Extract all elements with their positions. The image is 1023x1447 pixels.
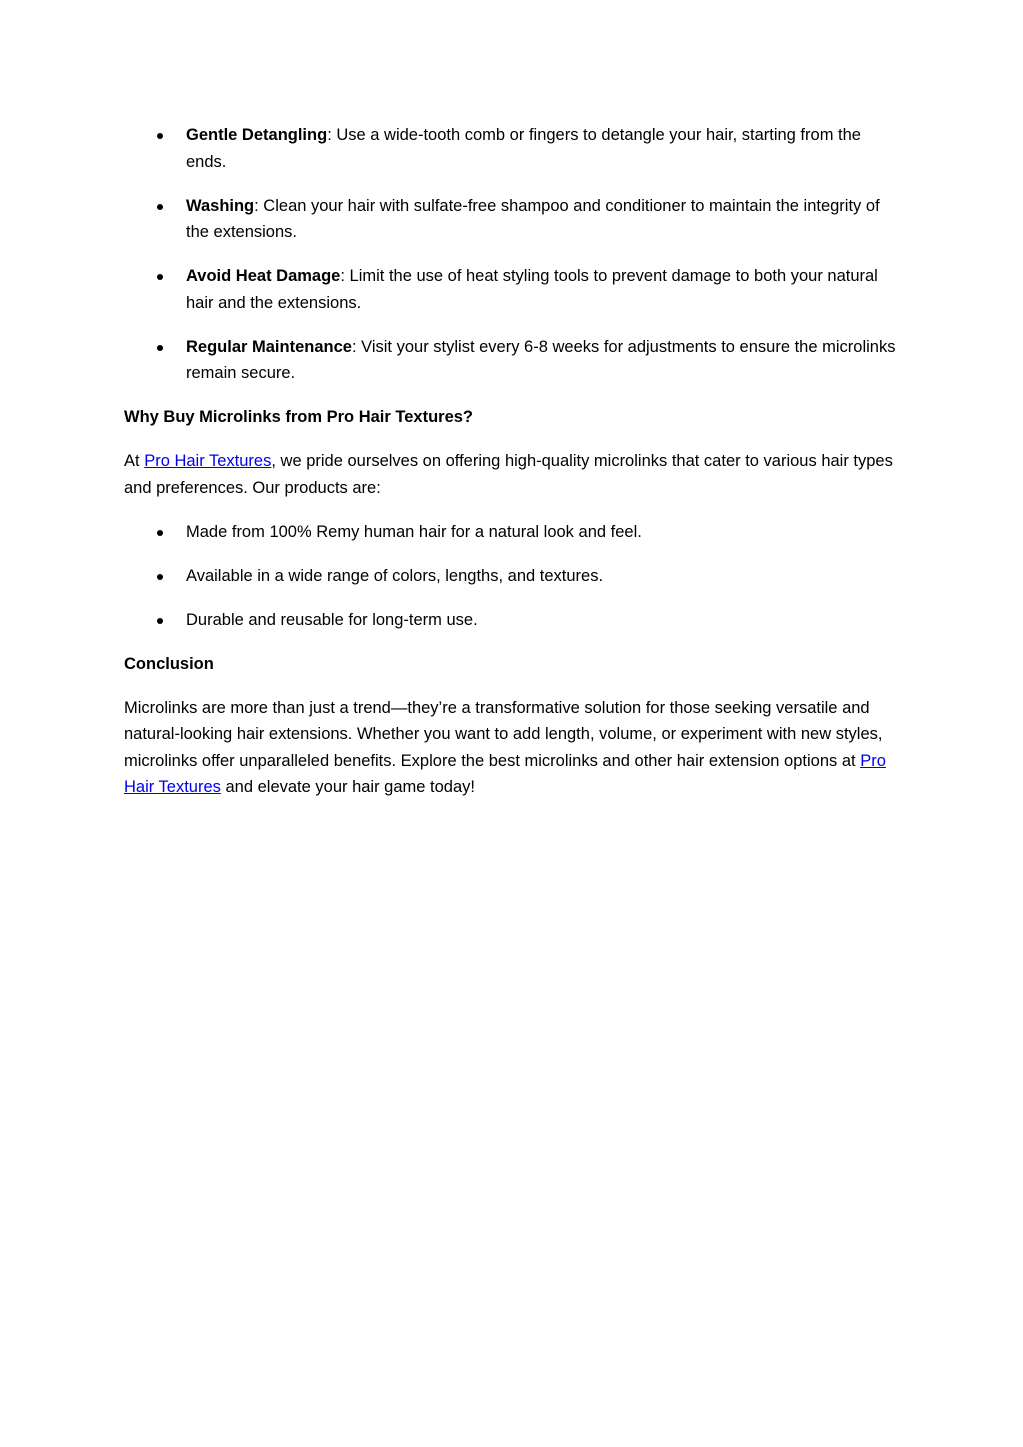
product-features-list (124, 519, 904, 634)
why-buy-intro (124, 448, 904, 501)
feature-text: Made from 100% Remy human hair for a natural look and feel. (186, 522, 642, 541)
list-item (124, 607, 904, 634)
tip-text: : Clean your hair with sulfate-free shampoo and conditioner to maintain the integrity of the extensions. (186, 196, 880, 241)
why-buy-heading: Why Buy Microlinks from Pro Hair Textures? (124, 408, 474, 426)
tip-text: : Visit your stylist every 6-8 weeks for adjustments to ensure the microlinks remain secure. (186, 337, 896, 382)
bullet-icon (157, 274, 163, 280)
list-item (124, 122, 904, 175)
bullet-icon (157, 530, 163, 536)
tip-label: Gentle Detangling (186, 126, 328, 144)
pro-hair-textures-link[interactable]: Pro Hair Textures (124, 751, 886, 796)
list-item (124, 563, 904, 590)
tip-label: Regular Maintenance (186, 337, 352, 356)
conclusion-heading: Conclusion (124, 654, 214, 673)
document-page (124, 122, 904, 818)
list-item (124, 519, 904, 546)
tip-text: : Use a wide-tooth comb or fingers to detangle your hair, starting from the ends. (186, 126, 861, 171)
tip-label: Washing (186, 196, 255, 215)
feature-text: Available in a wide range of colors, lengths, and textures. (186, 566, 604, 585)
bullet-icon (157, 204, 163, 210)
intro-suffix: , we pride ourselves on offering high-quality microlinks that cater to various hair types and preferences. Our products are: (124, 452, 893, 497)
conclusion-text (124, 695, 904, 801)
bullet-icon (157, 345, 163, 351)
bullet-icon (157, 618, 163, 624)
bullet-icon (157, 133, 163, 139)
intro-prefix: At (124, 452, 145, 470)
care-tips-list (124, 122, 904, 387)
feature-text: Durable and reusable for long-term use. (186, 610, 478, 629)
conclusion-suffix: and elevate your hair game today! (220, 778, 475, 796)
list-item (124, 193, 904, 246)
bullet-icon (157, 574, 163, 580)
tip-text: : Limit the use of heat styling tools to prevent damage to both your natural hair and the extensions. (186, 267, 878, 312)
pro-hair-textures-link[interactable]: Pro Hair Textures (144, 452, 272, 470)
list-item (124, 263, 904, 316)
conclusion-prefix: Microlinks are more than just a trend—they’re a transformative solution for those seeking versatile and natural-looking hair extensions. Whether you want to add length, volume, or experiment with new styles, microlinks offer unparalleled benefits. Explore the best microlinks and other hair extension options at (124, 698, 883, 770)
tip-label: Avoid Heat Damage (186, 267, 341, 285)
list-item (124, 334, 904, 387)
